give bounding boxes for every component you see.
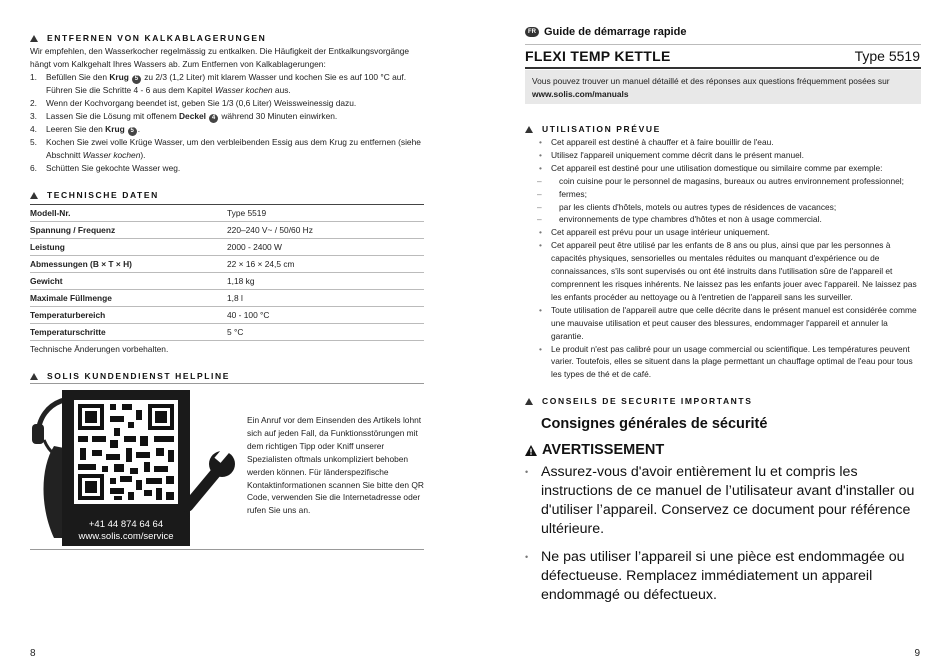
spec-row: [30, 307, 424, 324]
usage-subitem: – par les clients d'hôtels, motels ou autres types de résidences de vacances;: [537, 201, 837, 212]
spec-value: 2000 - 2400 W: [227, 239, 424, 256]
spec-value: 40 - 100 °C: [227, 307, 424, 324]
spec-row: [30, 324, 424, 341]
triangle-icon: [525, 126, 533, 133]
part-number-badge: 5: [128, 127, 137, 136]
spec-label: Temperaturschritte: [30, 324, 227, 341]
spec-value: Type 5519: [227, 205, 424, 222]
tech-note: Technische Änderungen vorbehalten.: [30, 344, 169, 354]
triangle-icon: [30, 373, 38, 380]
manual-banner: [525, 70, 921, 104]
spec-label: Gewicht: [30, 273, 227, 290]
spec-row: [30, 290, 424, 307]
warning-heading: AVERTISSEMENT: [525, 442, 664, 458]
descaling-steps: [30, 71, 422, 175]
safety-item: • Ne pas utiliser l’appareil si une pièce est endommagée ou défectueuse. Remplacez immédiatement un appareil endommagé ou défectueux.: [525, 549, 905, 603]
page-number-left: 8: [30, 648, 36, 659]
banner-text: Vous pouvez trouver un manuel détaillé et des réponses aux questions fréquemment posées sur: [532, 76, 890, 86]
page-number-right: 9: [914, 648, 920, 659]
product-type: Type 5519: [854, 48, 920, 64]
spec-value: 1,18 kg: [227, 273, 424, 290]
language-badge: FR: [525, 27, 539, 37]
spec-label: Spannung / Frequenz: [30, 222, 227, 239]
spec-label: Abmessungen (B × T × H): [30, 256, 227, 273]
right-page: [475, 0, 950, 660]
warning-icon: [525, 445, 537, 456]
descaling-intro: Wir empfehlen, den Wasserkocher regelmässig zu entkalken. Die Häufigkeit der Entkalkungsvorgänge hängt vom Kalkgehalt Ihres Wassers ab. Zum Entfernen von Kalkablagerungen:: [30, 46, 410, 69]
triangle-icon: [525, 398, 533, 405]
spec-label: Temperaturbereich: [30, 307, 227, 324]
helpline-graphic: [30, 388, 240, 548]
triangle-icon: [30, 35, 38, 42]
triangle-icon: [30, 192, 38, 199]
usage-item: • Utilisez l'appareil uniquement comme décrit dans le présent manuel.: [539, 149, 804, 160]
usage-subitem: – coin cuisine pour le personnel de magasins, bureaux ou autres environnement professionnel;: [537, 175, 904, 186]
spec-value: 1,8 l: [227, 290, 424, 307]
usage-item: • Le produit n'est pas calibré pour un usage commercial ou scientifique. Les températures peuvent varier. Toutefois, elles se situent dans la plage permettant un chauffage optimal de l'eau pour tous les types de thé et de café.: [539, 343, 913, 380]
helpline-text: Ein Anruf vor dem Einsenden des Artikels lohnt sich auf jeden Fall, da Funktionsstörungen mit dem richtigen Tipp oder Kniff unserer Spezialisten oftmals unkompliziert behoben werden können. Für länderspezifische Kontaktinformationen scannen Sie bitte den QR Code, verwenden Sie die Internetadresse oder rufen Sie uns an.: [247, 415, 424, 516]
descaling-step: 5. Kochen Sie zwei volle Krüge Wasser, um den verbleibenden Essig aus dem Krug zu entfernen (siehe Abschnitt Wasser kochen).: [30, 136, 421, 160]
usage-item: • Cet appareil est prévu pour un usage intérieur uniquement.: [539, 227, 770, 238]
part-number-badge: 4: [209, 114, 218, 123]
usage-list: [537, 136, 922, 381]
helpline-heading: SOLIS KUNDENDIENST HELPLINE: [30, 371, 230, 381]
safety-item: • Assurez-vous d'avoir entièrement lu et compris les instructions de ce manuel de l’utilisateur avant d'installer ou d'utiliser l’appareil. Conservez ce document pour référence ultérieure.: [525, 464, 915, 537]
spec-row: [30, 205, 424, 222]
spec-label: Maximale Füllmenge: [30, 290, 227, 307]
descaling-heading: ENTFERNEN VON KALKABLAGERUNGEN: [30, 33, 266, 43]
usage-item: • Cet appareil est destiné pour une utilisation domestique ou similaire comme par exemple:: [539, 162, 883, 173]
descaling-step: 6. Schütten Sie gekochte Wasser weg.: [30, 162, 181, 173]
spec-row: [30, 222, 424, 239]
descaling-step: 4. Leeren Sie den Krug 5 .: [30, 123, 141, 134]
spec-row: [30, 273, 424, 290]
tech-table: [30, 204, 424, 341]
helpline-url: www.solis.com/service: [78, 531, 174, 542]
spec-row: [30, 256, 424, 273]
banner-url[interactable]: www.solis.com/manuals: [532, 88, 629, 99]
usage-subitem: – fermes;: [537, 188, 587, 199]
usage-item: • Cet appareil est destiné à chauffer et à faire bouillir de l'eau.: [539, 137, 774, 147]
part-number-badge: 5: [132, 75, 141, 84]
usage-subitem: – environnements de type chambres d'hôtes et non à usage commercial.: [537, 214, 822, 225]
wrench-icon: [183, 447, 235, 521]
guide-header: [525, 26, 686, 38]
usage-item: • Toute utilisation de l'appareil autre que celle décrite dans le présent manuel est considérée comme une mauvaise utilisation et peut causer des blessures, endommager l'appareil et annuler la garantie.: [539, 304, 917, 341]
spec-row: [30, 239, 424, 256]
safety-list: [525, 463, 925, 614]
spec-label: Leistung: [30, 239, 227, 256]
usage-item: • Cet appareil peut être utilisé par les enfants de 8 ans ou plus, ainsi que par les personnes à capacités physiques, sensorielles ou mentales réduites ou manquant d'expérience ou de connaissances, s'ils sont supervisés ou ont été instruits dans l'utilisation sûre de l'appareil et comprennent les risques inhérents. Ne laissez pas les enfants jouer avec l'appareil. Ne laissez pas les enfants procéder au nettoyage ou à l'entretien de l'appareil sans les surveiller.: [539, 240, 917, 302]
descaling-step: 2. Wenn der Kochvorgang beendet ist, geben Sie 1/3 (0,6 Liter) Weissweinessig dazu.: [30, 97, 357, 108]
spec-label: Modell-Nr.: [30, 205, 227, 222]
descaling-step: 3. Lassen Sie die Lösung mit offenem Deckel 4 während 30 Minuten einwirken.: [30, 110, 338, 121]
tech-heading: TECHNISCHE DATEN: [30, 190, 159, 200]
product-title: FLEXI TEMP KETTLE: [525, 48, 671, 64]
usage-heading: UTILISATION PRÉVUE: [525, 124, 661, 134]
spec-value: 5 °C: [227, 324, 424, 341]
guide-title: Guide de démarrage rapide: [544, 26, 687, 38]
safety-general-title: Consignes générales de sécurité: [541, 416, 768, 432]
helpline-phone: +41 44 874 64 64: [88, 519, 164, 530]
spec-value: 22 × 16 × 24,5 cm: [227, 256, 424, 273]
safety-heading: CONSEILS DE SECURITE IMPORTANTS: [525, 396, 752, 406]
descaling-step: 1. Befüllen Sie den Krug 5 zu 2/3 (1,2 Liter) mit klarem Wasser und kochen Sie es auf 100 °C auf. Führen Sie die Schritte 4 - 6 aus dem Kapitel Wasser kochen aus.: [30, 72, 407, 95]
spec-value: 220–240 V~ / 50/60 Hz: [227, 222, 424, 239]
